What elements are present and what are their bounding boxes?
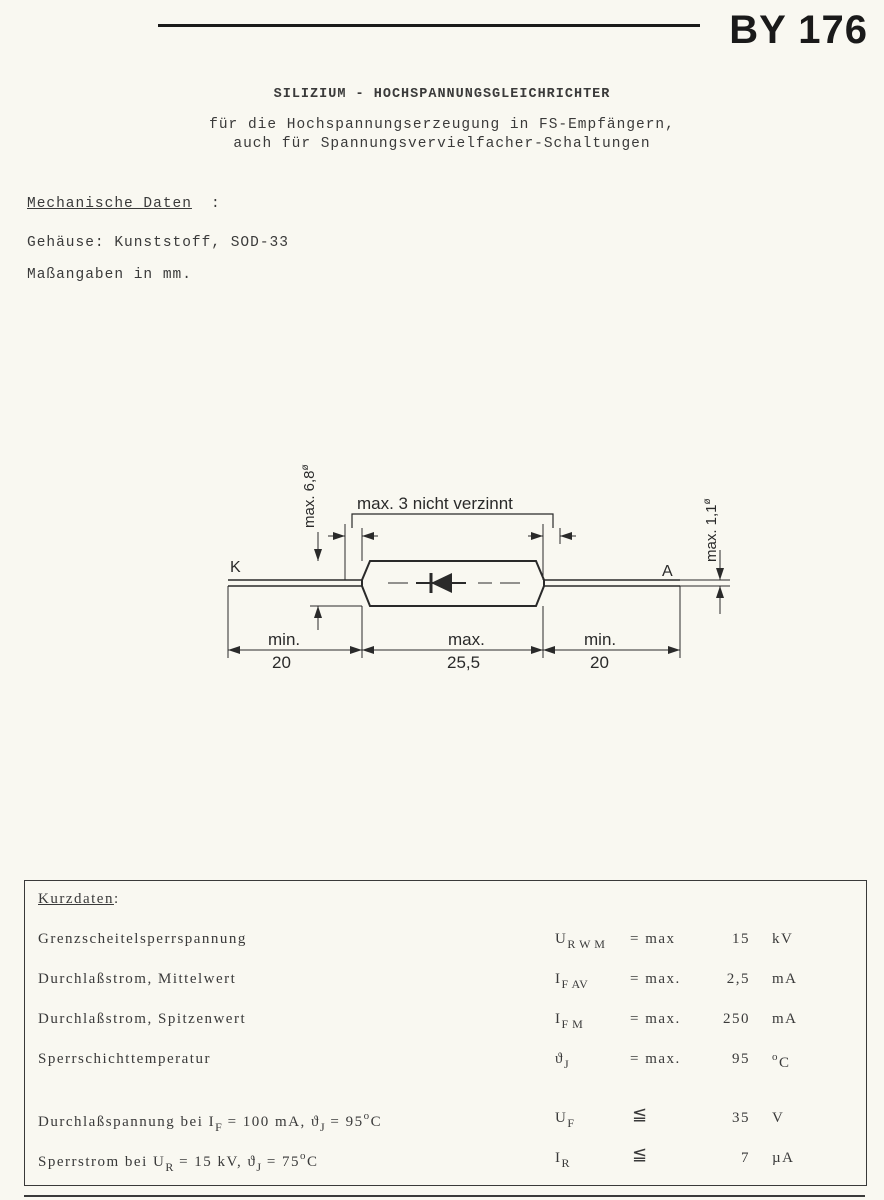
row-unit: kV — [772, 931, 794, 947]
max-body-diameter: max. $6,8^ø$ — [300, 464, 318, 528]
row-label: Durchlaßstrom, Mittelwert — [38, 971, 237, 987]
left-lead-value: 20 — [272, 653, 291, 672]
page-title: SILIZIUM - HOCHSPANNUNGSGLEICHRICHTER — [273, 87, 611, 102]
cathode-label: K — [230, 559, 241, 576]
row-value: 15 — [732, 931, 750, 947]
row-value: 250 — [723, 1011, 750, 1027]
row-label: Durchlaßstrom, Spitzenwert — [38, 1011, 247, 1027]
max-wire-diameter: max. $1,1^ø$ — [702, 498, 720, 562]
row-symbol: $I_{F AV}$ — [555, 971, 589, 991]
diode-symbol-arrow — [431, 573, 452, 593]
header-rule — [158, 24, 700, 27]
right-lead-label: min. — [584, 630, 617, 649]
bottom-rule — [24, 1195, 865, 1197]
housing-line: Gehäuse: Kunststoff, SOD-33 — [27, 235, 289, 251]
cond-row-symbol: $U_F$ — [555, 1110, 575, 1130]
diode-dimension-drawing — [0, 420, 884, 700]
row-relation: = max. — [630, 971, 681, 987]
summary-heading: Kurzdaten: — [38, 891, 120, 907]
cond-row-label: Sperrstrom bei $U_R = 15$ kV, $ϑ_J = 75^oC$ — [38, 1150, 319, 1174]
cond-row-unit: µA — [772, 1150, 795, 1166]
row-relation: = max — [630, 931, 676, 947]
row-label: Grenzscheitelsperrspannung — [38, 931, 247, 947]
row-symbol: $ϑ_J$ — [555, 1051, 570, 1071]
cond-row-value: 7 — [741, 1150, 750, 1166]
body-length-label: max. — [448, 630, 485, 649]
row-symbol: $U_{R W M}$ — [555, 931, 606, 951]
body-length-value: 25,5 — [447, 653, 481, 672]
left-lead-label: min. — [268, 630, 301, 649]
summary-box — [24, 880, 867, 1186]
row-relation: = max. — [630, 1011, 681, 1027]
subtitle-line-1: für die Hochspannungserzeugung in FS-Empfängern, — [209, 117, 675, 133]
mechanical-heading: Mechanische Daten — [27, 196, 192, 212]
row-unit: mA — [772, 1011, 798, 1027]
cond-row-relation: ≦ — [632, 1104, 649, 1124]
cond-row-relation: ≦ — [632, 1144, 649, 1164]
dimensions-note: Maßangaben in mm. — [27, 267, 192, 283]
row-label: Sperrschichttemperatur — [38, 1051, 211, 1067]
row-unit: mA — [772, 971, 798, 987]
row-value: 95 — [732, 1051, 750, 1067]
row-value: 2,5 — [726, 971, 750, 987]
row-relation: = max. — [630, 1051, 681, 1067]
unplated-zone-note: max. 3 nicht verzinnt — [357, 494, 513, 513]
subtitle-line-2: auch für Spannungsvervielfacher-Schaltungen — [233, 136, 651, 152]
cond-row-unit: V — [772, 1110, 785, 1126]
part-number: BY 176 — [729, 8, 868, 52]
cond-row-value: 35 — [732, 1110, 750, 1126]
row-unit: $^o$C — [772, 1051, 791, 1071]
cond-row-label: Durchlaßspannung bei $I_F = 100$ mA, $ϑ_J = 95^oC$ — [38, 1110, 383, 1134]
right-lead-value: 20 — [590, 653, 609, 672]
cond-row-symbol: $I_R$ — [555, 1150, 571, 1170]
row-symbol: $I_{F M}$ — [555, 1011, 584, 1031]
mechanical-heading-colon: : — [211, 196, 221, 212]
anode-label: A — [662, 563, 673, 580]
